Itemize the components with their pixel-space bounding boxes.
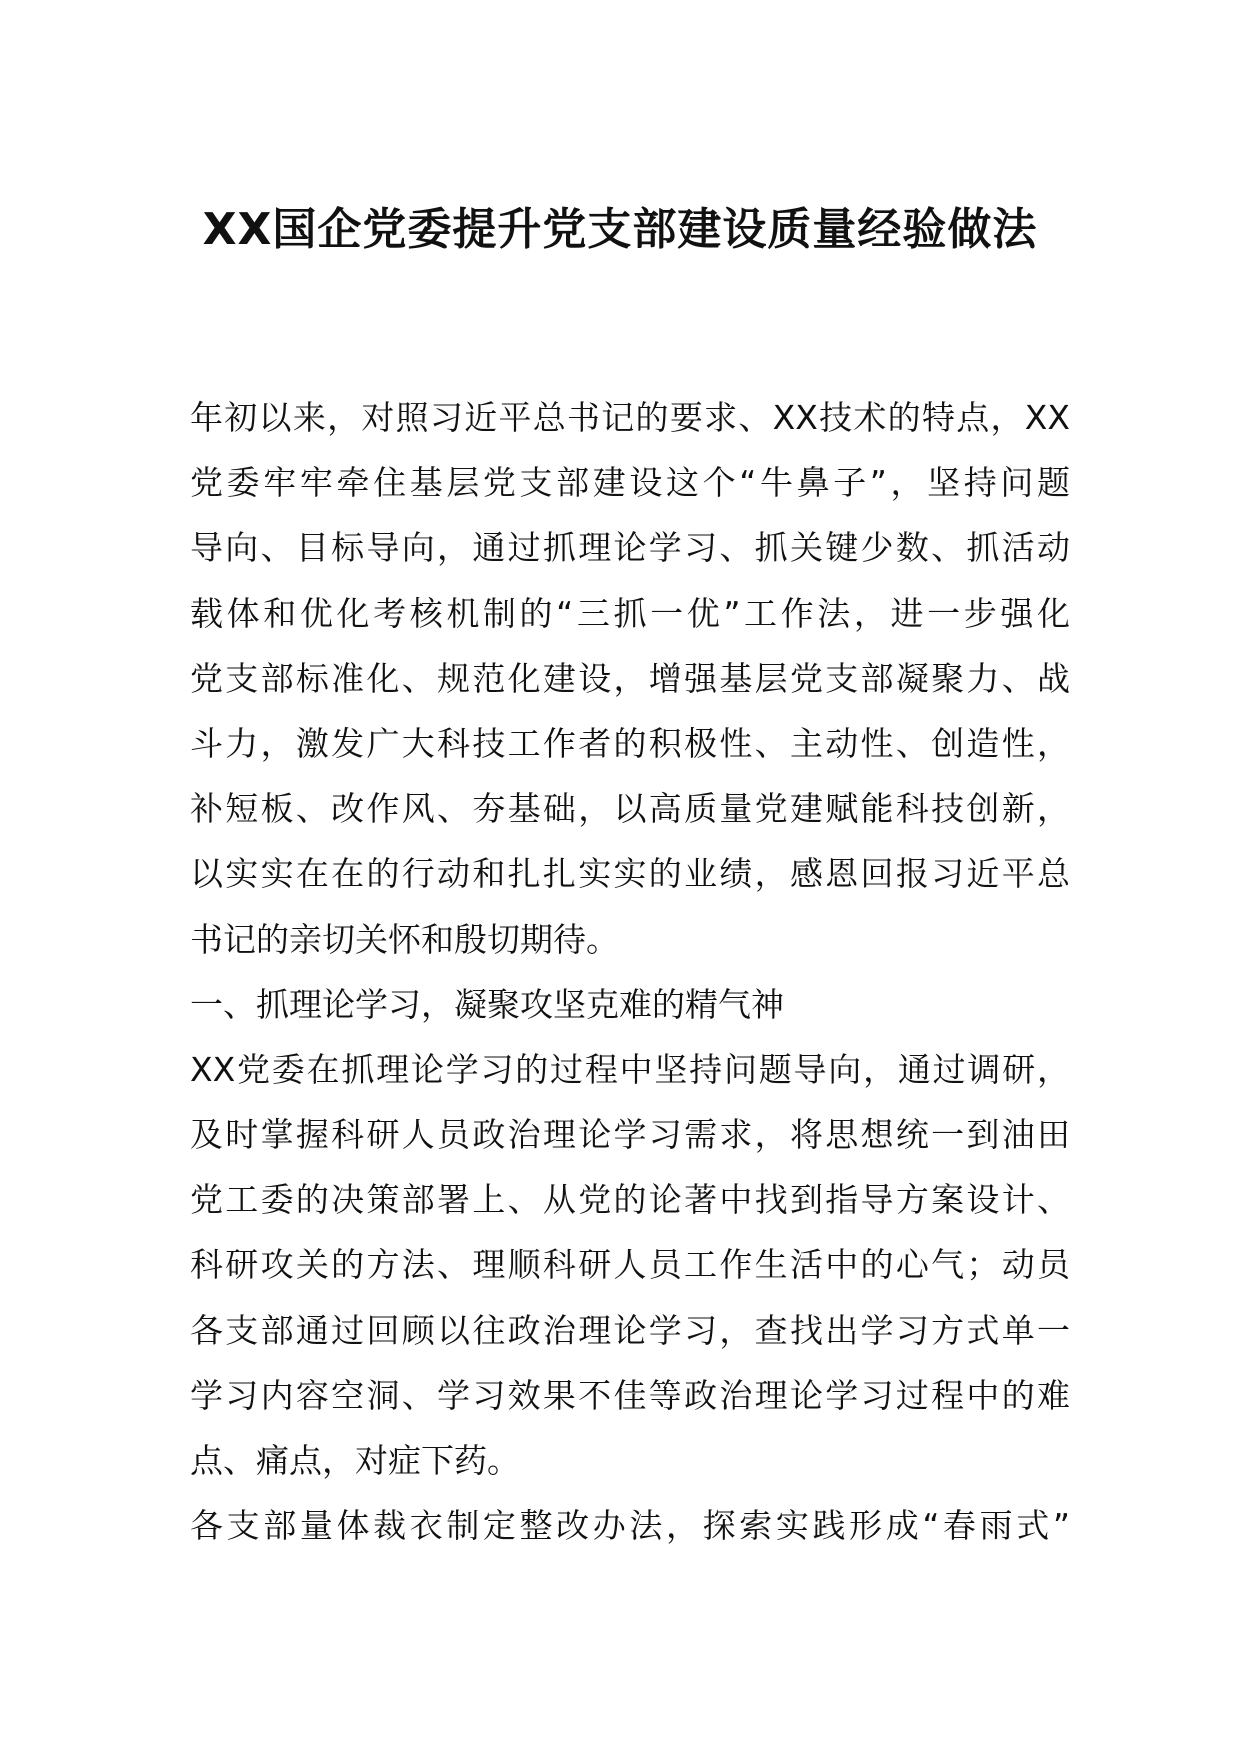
body-line: 及时掌握科研人员政治理论学习需求，将思想统一到油田: [190, 1115, 1070, 1155]
body-line: 书记的亲切关怀和殷切期待。: [190, 919, 619, 959]
document-body: [190, 385, 1070, 1558]
body-line: 学习内容空洞、学习效果不佳等政治理论学习过程中的难: [190, 1375, 1070, 1415]
body-line: 补短板、改作风、夯基础，以高质量党建赋能科技创新，: [190, 789, 1070, 829]
body-line: 党工委的决策部署上、从党的论著中找到指导方案设计、: [190, 1180, 1070, 1220]
body-line: 科研攻关的方法、理顺科研人员工作生活中的心气；动员: [190, 1245, 1070, 1285]
body-line: 斗力，激发广大科技工作者的积极性、主动性、创造性，: [190, 723, 1070, 763]
body-line: 导向、目标导向，通过抓理论学习、抓关键少数、抓活动: [190, 528, 1070, 568]
body-line: 党支部标准化、规范化建设，增强基层党支部凝聚力、战: [190, 658, 1070, 698]
body-line: 以实实在在的行动和扎扎实实的业绩，感恩回报习近平总: [190, 854, 1070, 894]
body-line: XX党委在抓理论学习的过程中坚持问题导向，通过调研，: [190, 1049, 1070, 1089]
body-line: 各支部量体裁衣制定整改办法，探索实践形成“春雨式”: [190, 1506, 1070, 1546]
body-line: 载体和优化考核机制的“三抓一优”工作法，进一步强化: [190, 593, 1070, 633]
body-line: 年初以来，对照习近平总书记的要求、XX技术的特点，XX: [190, 398, 1070, 437]
body-line: 点、痛点，对症下药。: [190, 1441, 520, 1480]
body-line: 各支部通过回顾以往政治理论学习，查找出学习方式单一: [190, 1310, 1070, 1350]
document-title: XX国企党委提升党支部建设质量经验做法: [202, 204, 1038, 255]
section-heading: 一、抓理论学习，凝聚攻坚克难的精气神: [190, 984, 784, 1024]
body-line: 党委牢牢牵住基层党支部建设这个“牛鼻子”，坚持问题: [190, 463, 1070, 503]
